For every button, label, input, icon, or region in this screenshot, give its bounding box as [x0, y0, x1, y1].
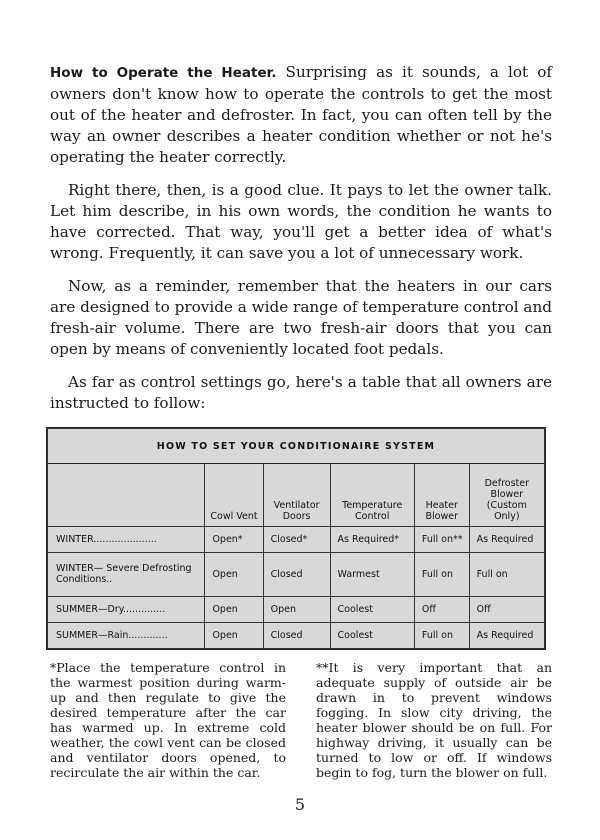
table-cell: Closed [263, 553, 330, 597]
table-cell: Full on [469, 553, 544, 597]
row-label: WINTER..................... [48, 527, 205, 553]
table-row [48, 622, 545, 648]
table-cell: Full on [414, 553, 469, 597]
column-header: Cowl Vent [205, 464, 263, 527]
column-header: Ventilator Doors [263, 464, 330, 527]
paragraph-heater-design: Now, as a reminder, remember that the heaters in our cars are designed to provide a wide range of temperature control and fresh-air volume. There are two fresh-air doors that you can open by means of conveniently located foot pedals. [50, 277, 552, 358]
table-cell: Open [205, 596, 263, 622]
table-row [48, 596, 545, 622]
column-header: Defroster Blower (Custom Only) [469, 464, 544, 527]
table-row [48, 527, 545, 553]
paragraph-table-intro: As far as control settings go, here's a table that all owners are instructed to follow: [50, 373, 552, 412]
page-number: 5 [294, 795, 306, 814]
table-cell: As Required [469, 622, 544, 648]
table-cell: Off [414, 596, 469, 622]
table-cell: Off [469, 596, 544, 622]
table-cell: Open* [205, 527, 263, 553]
table-row [48, 553, 545, 597]
column-header: Heater Blower [414, 464, 469, 527]
intro-paragraph [50, 62, 552, 168]
table-cell: Full on** [414, 527, 469, 553]
table-header-row [48, 464, 545, 527]
footnote-outside-air: **It is very important that an adequate supply of outside air be drawn in to prevent windows fogging. In slow city driving, the heater blower should be on full. For highway driving, it usually can be turned to low or off. If windows begin to fog, turn the blower on full. [316, 660, 552, 780]
table-cell: Warmest [330, 553, 414, 597]
table-cell: Open [205, 553, 263, 597]
settings-table [46, 427, 546, 650]
row-label: SUMMER—Rain............. [48, 622, 205, 648]
section-heading: How to Operate the Heater. [50, 65, 277, 81]
row-label: SUMMER—Dry.............. [48, 596, 205, 622]
paragraph-owner-talk: Right there, then, is a good clue. It pays to let the owner talk. Let him describe, in his own words, the condition he wants to have corrected. That way, you'll get a better idea of what's wrong. Frequently, it can save you a lot of unnecessary work. [50, 181, 552, 262]
table-cell: Closed* [263, 527, 330, 553]
table-cell: Full on [414, 622, 469, 648]
table-cell: Open [205, 622, 263, 648]
table-cell: Open [263, 596, 330, 622]
column-header: Temperature Control [330, 464, 414, 527]
table-cell: Coolest [330, 622, 414, 648]
intro-text: Surprising as it sounds, a lot of owners don't know how to operate the controls to get the most out of the heater and defroster. In fact, you can often tell by the way an owner describes a heater condition whether or not he's operating the heater correctly. [50, 63, 552, 166]
row-label: WINTER— Severe Defrosting Conditions.. [48, 553, 205, 597]
table-cell: Closed [263, 622, 330, 648]
header-blank [48, 464, 205, 527]
table-title: HOW TO SET YOUR CONDITIONAIRE SYSTEM [48, 429, 545, 464]
table-cell: As Required* [330, 527, 414, 553]
footnote-temperature: *Place the temperature control in the warmest position during warm-up and then regulate to give the desired temperature after the car has warmed up. In extreme cold weather, the cowl vent can be closed and ventilator doors opened, to recirculate the air within the car. [50, 660, 286, 780]
table-cell: Coolest [330, 596, 414, 622]
table-cell: As Required [469, 527, 544, 553]
